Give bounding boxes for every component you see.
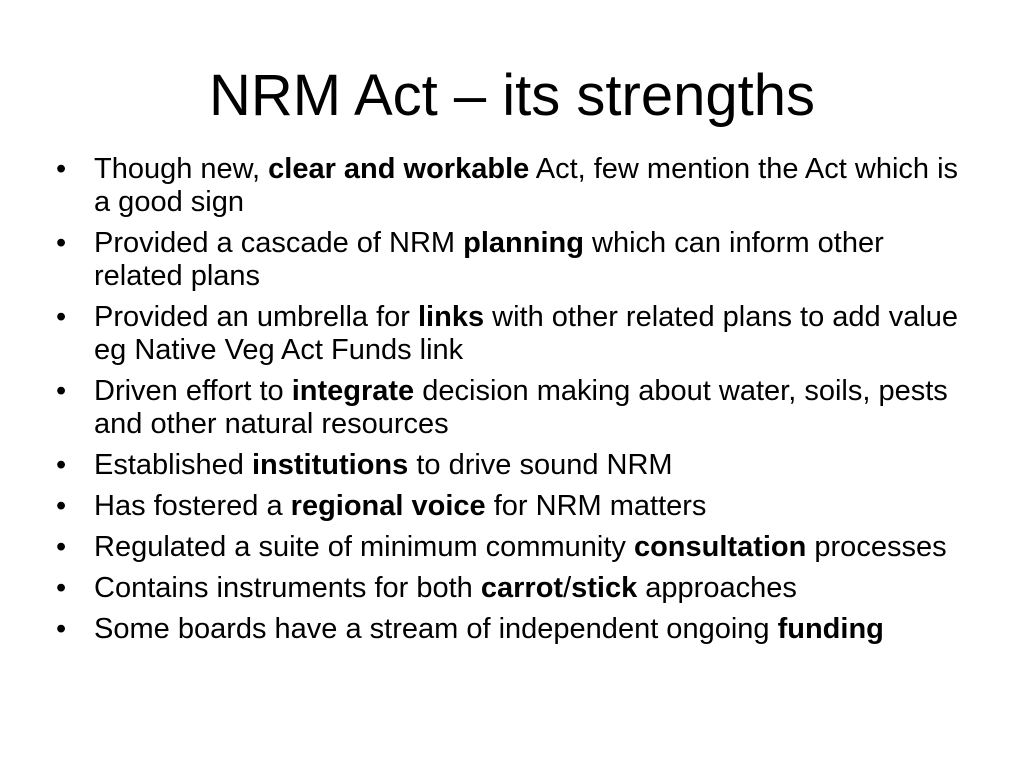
bullet-emphasis: institutions <box>252 449 409 481</box>
bullet-emphasis: carrot <box>480 572 564 604</box>
bullet-text: Act, few mention the Act which is a good sign <box>94 153 959 218</box>
slide-title: NRM Act – its strengths <box>209 63 815 128</box>
bullet-text: approaches <box>637 572 797 604</box>
bullet-marker: • <box>56 490 67 522</box>
bullet-emphasis: regional voice <box>290 490 486 522</box>
bullet-item <box>56 153 976 219</box>
bullet-item <box>56 301 976 367</box>
bullet-item <box>56 531 976 564</box>
bullet-emphasis: integrate <box>291 375 415 407</box>
bullet-text: decision making about water, soils, pests and other natural resources <box>94 375 948 440</box>
bullet-emphasis: funding <box>777 613 884 645</box>
bullet-text: Contains instruments for both <box>94 572 481 604</box>
bullet-text: processes <box>806 531 947 563</box>
bullet-emphasis: consultation <box>633 531 807 563</box>
bullet-text: Some boards have a stream of independent ongoing <box>94 613 778 645</box>
bullet-marker: • <box>56 449 67 481</box>
bullet-text: Regulated a suite of minimum community <box>94 531 634 563</box>
bullet-item <box>56 227 976 293</box>
bullet-text: Provided an umbrella for <box>94 301 418 333</box>
bullet-emphasis: stick <box>571 572 638 604</box>
bullet-item <box>56 572 976 605</box>
bullet-marker: • <box>56 301 67 333</box>
bullet-text: for NRM matters <box>485 490 707 522</box>
bullet-text: / <box>563 572 572 604</box>
bullet-marker: • <box>56 572 67 604</box>
bullet-text: to drive sound NRM <box>408 449 673 481</box>
bullet-item <box>56 490 976 523</box>
bullet-item <box>56 449 976 482</box>
bullet-marker: • <box>56 531 67 563</box>
bullet-text: Has fostered a <box>94 490 291 522</box>
bullet-text: which can inform other related plans <box>94 227 884 292</box>
bullet-text: Provided a cascade of NRM <box>94 227 464 259</box>
bullet-text: Driven effort to <box>94 375 292 407</box>
bullet-marker: • <box>56 153 67 185</box>
bullet-emphasis: planning <box>463 227 584 259</box>
bullet-marker: • <box>56 375 67 407</box>
bullet-item <box>56 613 976 646</box>
bullet-text: with other related plans to add value eg Native Veg Act Funds link <box>94 301 959 366</box>
bullet-marker: • <box>56 613 67 645</box>
bullet-text: Established <box>94 449 252 481</box>
bullet-emphasis: clear and workable <box>268 153 530 185</box>
bullet-item <box>56 375 976 441</box>
bullet-emphasis: links <box>418 301 485 333</box>
bullet-list <box>56 153 976 654</box>
bullet-marker: • <box>56 227 67 259</box>
bullet-text: Though new, <box>94 153 269 185</box>
